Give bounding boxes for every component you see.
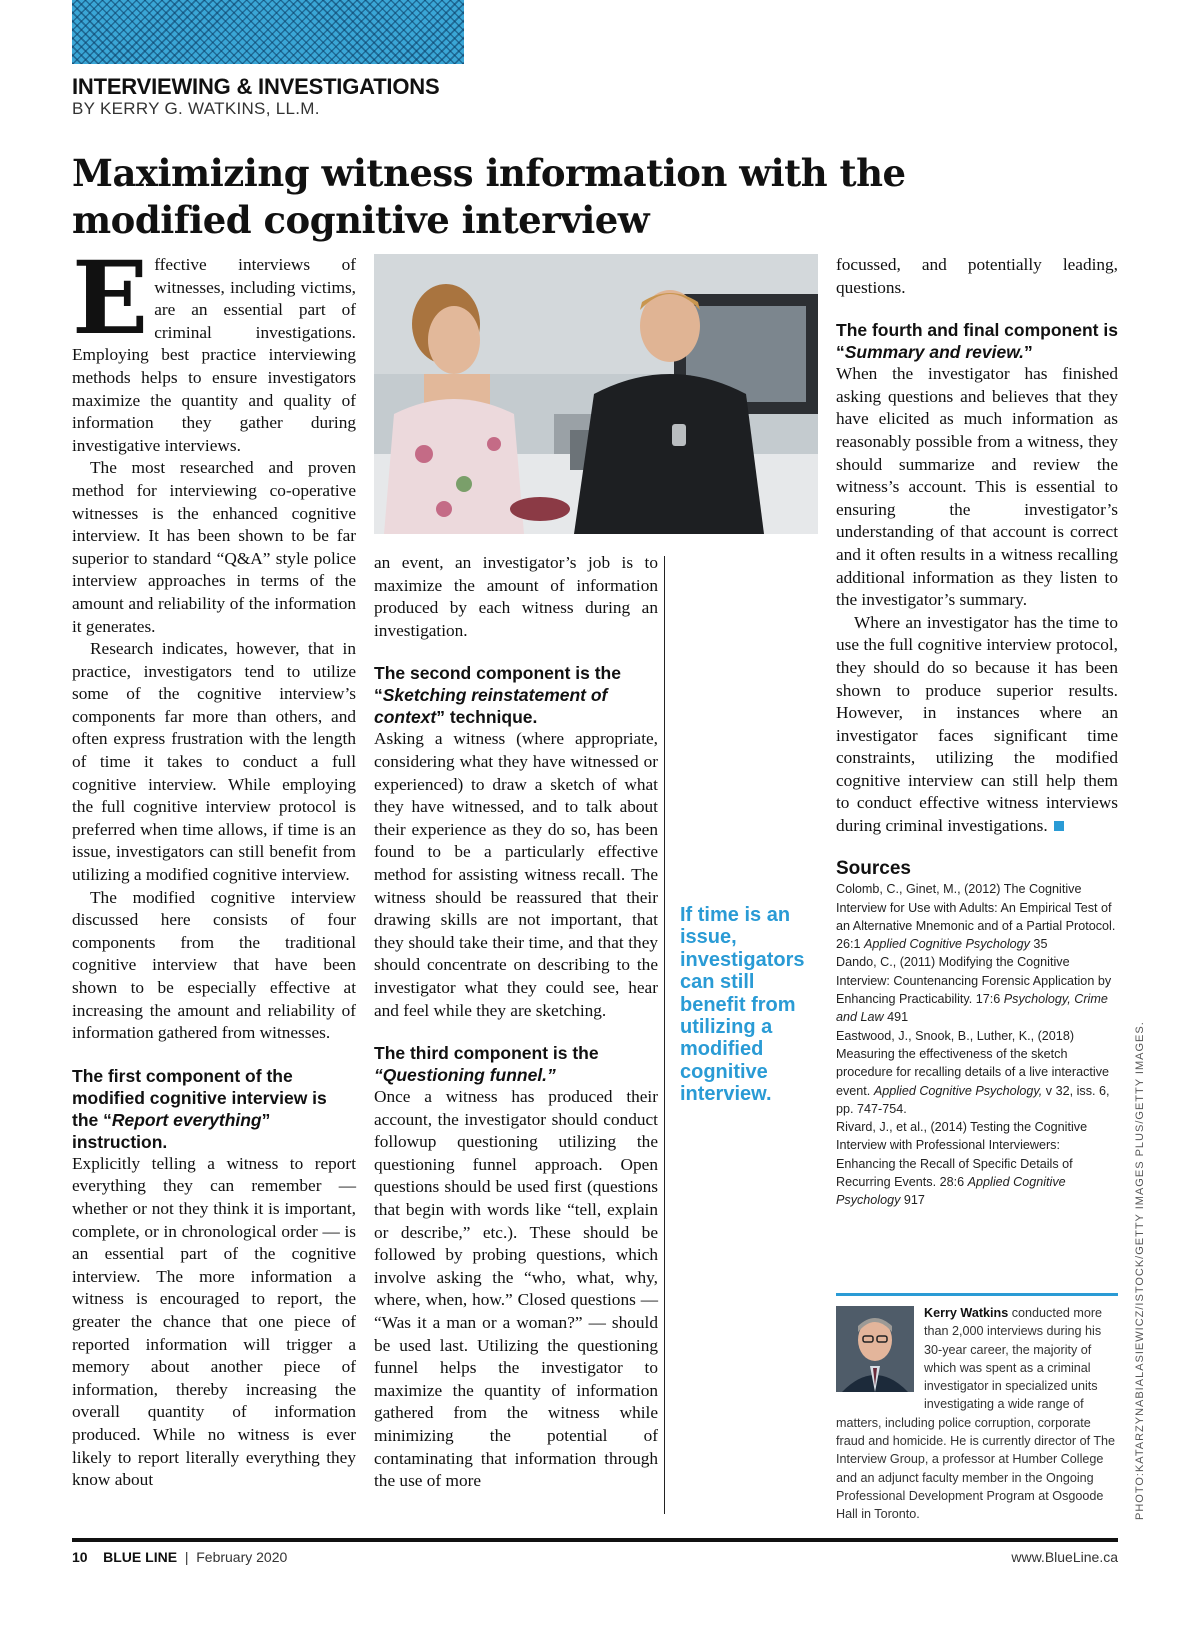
author-bio-text: conducted more than 2,000 interviews during his 30-year career, the majority of which was spent as a criminal investigator in specialized units investigating a wide range of matters, including police corruption, corporate fraud and homicide. He is currently director of The Interview Group, a professor at Humber College and an adjunct faculty member in the Ongoing Professional Development Program at Osgoode Hall in Toronto.	[836, 1306, 1116, 1522]
issue-date: February 2020	[196, 1549, 288, 1565]
source-item: Rivard, J., et al., (2014) Testing the Cognitive Interview with Professional Interviewers: Enhancing the Recall of Specific Details of Recurring Events. 28:6 Applied Cognitive Psychology 917	[836, 1120, 1088, 1208]
author-name: Kerry Watkins	[924, 1306, 1009, 1320]
footer-left	[72, 1549, 287, 1565]
end-mark	[1054, 821, 1064, 831]
website-link[interactable]: www.BlueLine.ca	[1011, 1549, 1118, 1565]
byline: BY KERRY G. WATKINS, LL.M.	[72, 99, 320, 118]
paragraph: Explicitly telling a witness to report everything they can remember — whether or not they think it is important, complete, or in chronological order — is an essential part of the cognitive interview. The more information a witness is encouraged to report, the greater the chance that one piece of reported information will trigger a memory about another piece of information, thereby increasing the overall quantity of information produced. While no witness is ever likely to report literally everything they know about	[72, 1153, 356, 1490]
paragraph: When the investigator has finished asking questions and believes that they have elicited as much information as reasonably possible from a witness, they should summarize and review the witness’s account. This is essential to ensuring the investigator’s understanding of that account is correct and it often results in a witness recalling additional information as they listen to the investigator’s summary.	[836, 364, 1118, 610]
author-portrait-illustration	[836, 1306, 914, 1392]
magazine-name: BLUE LINE	[103, 1549, 178, 1565]
page-footer	[72, 1549, 1118, 1565]
author-photo	[836, 1306, 914, 1392]
column-1	[72, 239, 356, 1492]
column-3	[836, 254, 1118, 1210]
subhead-second-component: The second component is the “Sketching reinstatement of context” technique.	[374, 663, 621, 728]
paragraph: an event, an investigator’s job is to maximize the amount of information produced by each witness during an investigation.	[374, 553, 658, 640]
page-number: 10	[72, 1549, 88, 1565]
paragraph: focussed, and potentially leading, questions.	[836, 255, 1118, 297]
sources-heading: Sources	[836, 857, 911, 879]
paragraph: Where an investigator has the time to use the full cognitive interview protocol, they should do so because it has been shown to produce superior results. However, in instances where an investigator faces significant time constraints, utilizing the modified cognitive interview can still help them to conduct effective witness interviews during criminal investigations.	[836, 612, 1118, 836]
column-divider	[664, 556, 665, 1514]
paragraph: Once a witness has produced their account, the investigator should conduct followup questioning utilizing the questioning funnel approach. Open questions should be used first (questions that begin with words like “tell, explain or describe,” etc.). These should be followed by probing questions, which involve asking the “who, what, why, where, when, how.” Closed questions — “Was it a man or a woman?” — should be used last. Utilizing the questioning funnel helps the investigator to maximize the quantity of information gathered from the witness while minimizing the potential of contaminating that information through the use of more	[374, 1087, 658, 1491]
paragraph: The modified cognitive interview discussed here consists of four components from the traditional cognitive interview that have been shown to be especially effective at increasing the amount and reliability of information gathered from witnesses.	[72, 887, 356, 1043]
column-2	[374, 552, 658, 1493]
author-bio	[836, 1304, 1118, 1524]
footer-separator: |	[184, 1549, 189, 1565]
bio-divider	[836, 1293, 1118, 1296]
paragraph: Asking a witness (where appropriate, considering what they have witnessed or experienced) to draw a sketch of what they have witnessed, and to talk about their experience as they do so, has been found to be a particularly effective method for assisting witness recall. The witness should be reassured that their drawing skills are not important, that they should take their time, and that they should concentrate on describing to the investigator what they could see, hear and feel while they are sketching.	[374, 729, 658, 1020]
interview-scene-illustration	[374, 254, 818, 534]
article-photo	[374, 254, 818, 534]
paragraph: The most researched and proven method for interviewing co-operative witnesses is the enhanced cognitive interview. It has been shown to be far superior to standard “Q&A” style police interview approaches in terms of the amount and reliability of the information it generates.	[72, 458, 356, 636]
intro-paragraph: Effective interviews of witnesses, including victims, are an essential part of criminal investigations. Employing best practice interviewing methods helps to ensure investigators maximize the quantity and quality of information they gather during investigative interviews.	[72, 239, 356, 455]
pull-quote: If time is an issue, investigators can still benefit from utilizing a modified cognitive interview.	[680, 904, 805, 1106]
source-item: Colomb, C., Ginet, M., (2012) The Cognitive Interview for Use with Adults: An Empirical Test of an Alternative Mnemonic and of a Partial Protocol. 26:1 Applied Cognitive Psychology 35	[836, 882, 1116, 952]
source-item: Eastwood, J., Snook, B., Luther, K., (2018) Measuring the effectiveness of the sketch procedure for recalling details of a live interactive event. Applied Cognitive Psychology, v 32, iss. 6, pp. 747-754.	[836, 1028, 1110, 1116]
section-label: INTERVIEWING & INVESTIGATIONS	[72, 74, 440, 99]
drop-cap: E	[72, 239, 149, 357]
sources-list	[836, 880, 1118, 1209]
paragraph: Research indicates, however, that in practice, investigators tend to utilize some of the cognitive interview’s components far more than others, and often express frustration with the length of time it takes to conduct a full cognitive interview. While employing the full cognitive interview protocol is preferred when time allows, if time is an issue, investigators can still benefit from utilizing a modified cognitive interview.	[72, 639, 356, 885]
header-pattern	[72, 0, 464, 64]
subhead-first-component: The first component of the modified cognitive interview is the “Report everything” instruction.	[72, 1065, 327, 1152]
subhead-fourth-component: The fourth and final component is “Summary and review.”	[836, 320, 1118, 363]
footer-rule	[72, 1538, 1118, 1542]
headline: Maximizing witness information with the modified cognitive interview	[72, 151, 906, 242]
source-item: Dando, C., (2011) Modifying the Cognitive Interview: Countenancing Forensic Application by Enhancing Practicability. 17:6 Psychology, Crime and Law 491	[836, 955, 1112, 1025]
subhead-third-component: The third component is the “Questioning funnel.”	[374, 1043, 599, 1086]
photo-credit: PHOTO:KATARZYNABIALASIEWICZ/ISTOCK/GETTY IMAGES PLUS/GETTY IMAGES.	[1134, 1021, 1146, 1520]
